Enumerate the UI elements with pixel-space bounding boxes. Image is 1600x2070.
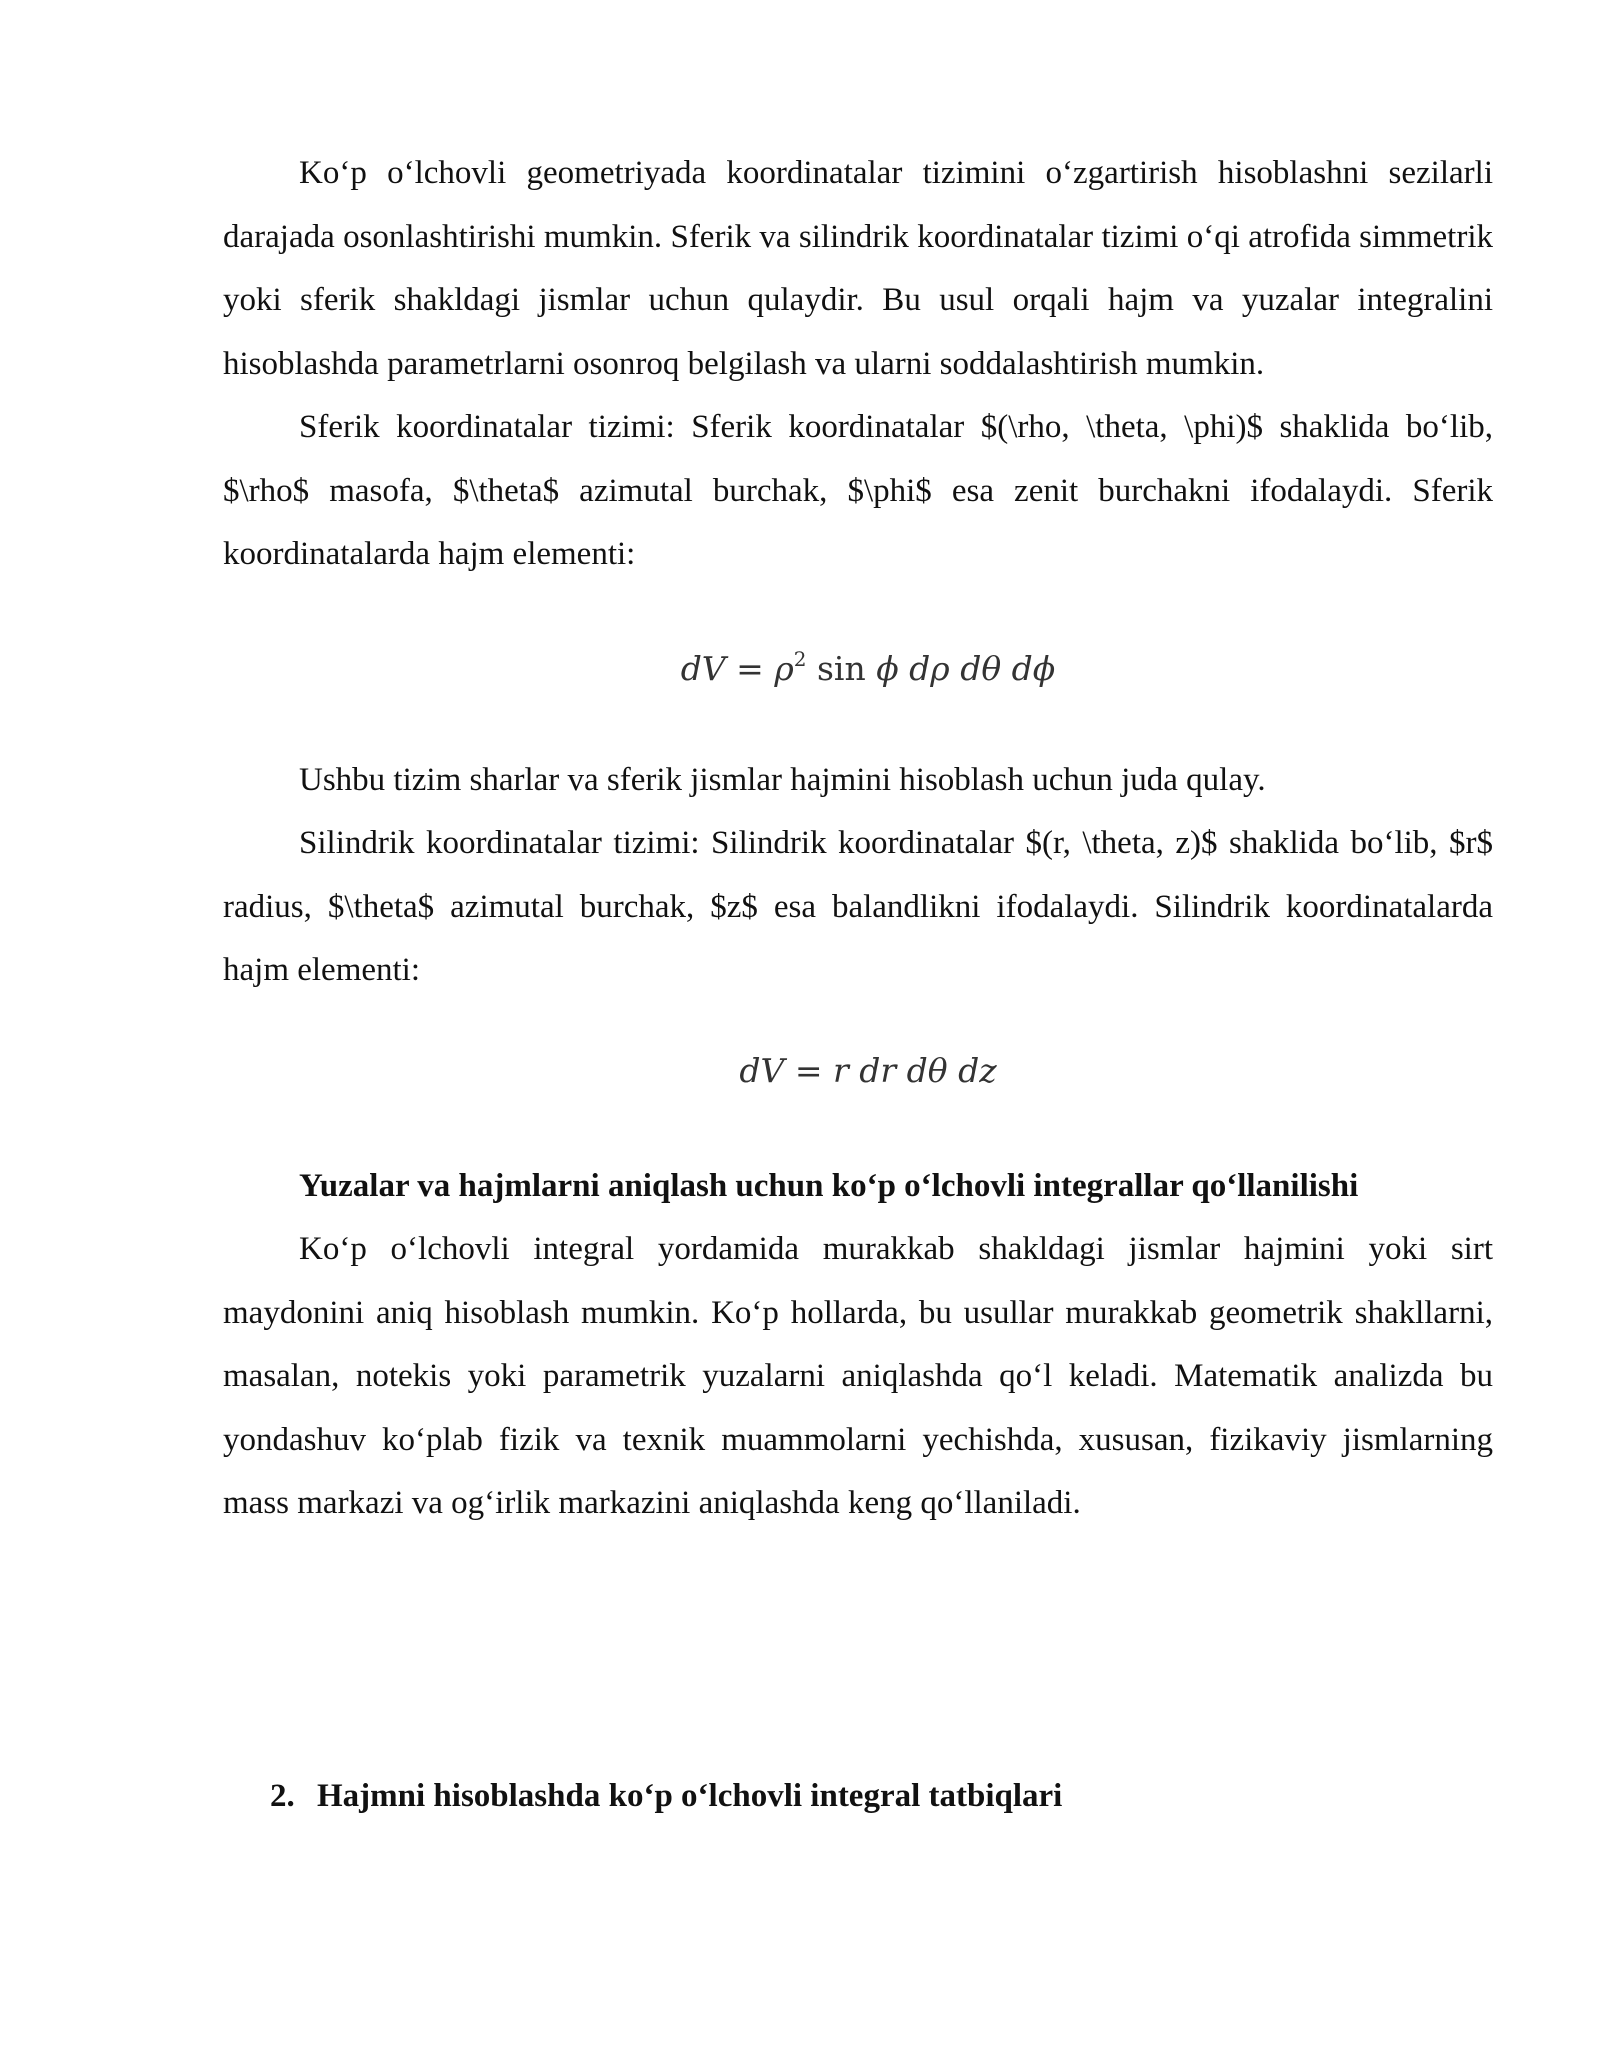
formula-differentials: r dr dθ dz bbox=[832, 1050, 997, 1090]
subheading: Yuzalar va hajmlarni aniqlash uchun ko‘p o‘lchovli integrallar qo‘llanilishi bbox=[299, 1167, 1359, 1204]
formula-spherical-volume-element bbox=[223, 587, 1493, 749]
formula-rho: ρ bbox=[774, 648, 794, 688]
formula-lhs: dV bbox=[739, 1050, 785, 1090]
paragraph-applications: Ko‘p o‘lchovli integral yordamida murakkab shakldagi jismlar hajmini yoki sirt maydonini aniq hisoblash mumkin. Ko‘p hollarda, bu usullar murakkab geometrik shakllarni, masalan, notekis yoki parametrik yuzalarni aniqlashda qo‘l keladi. Matematik analizda bu yondashuv ko‘plab fizik va texnik muammolarni yechishda, xususan, fizikaviy jismlarning mass markazi va og‘irlik markazini aniqlashda keng qo‘llaniladi. bbox=[223, 1231, 1493, 1521]
section-title: Hajmni hisoblashda ko‘p o‘lchovli integral tatbiqlari bbox=[317, 1778, 1063, 1814]
formula-equals: = bbox=[736, 648, 764, 688]
paragraph-intro: Ko‘p o‘lchovli geometriyada koordinatalar tizimini o‘zgartirish hisoblashni sezilarli darajada osonlashtirishi mumkin. Sferik va silindrik koordinatalar tizimi o‘qi atrofida simmetrik yoki sferik shakldagi jismlar uchun qulaydir. Bu usul orqali hajm va yuzalar integralini hisoblashda parametrlarni osonroq belgilash va ularni soddalashtirish mumkin. bbox=[223, 155, 1493, 382]
paragraph-spherical-note: Ushbu tizim sharlar va sferik jismlar hajmini hisoblash uchun juda qulay. bbox=[299, 761, 1266, 798]
paragraph-cylindrical-coordinates: Silindrik koordinatalar tizimi: Silindrik koordinatalar $(r, \theta, z)$ shaklida bo‘lib, $r$ radius, $\theta$ azimutal burchak, $z$ esa balandlikni ifodalaydi. Silindrik koordinatalarda hajm elementi: bbox=[223, 825, 1493, 988]
formula-cylindrical-volume-element bbox=[223, 1003, 1493, 1155]
section-heading bbox=[270, 1765, 1062, 1828]
formula-differentials: ϕ dρ dθ dϕ bbox=[876, 648, 1056, 688]
document-body bbox=[223, 142, 1493, 1536]
paragraph-spherical-coordinates: Sferik koordinatalar tizimi: Sferik koordinatalar $(\rho, \theta, \phi)$ shaklida bo‘lib, $\rho$ masofa, $\theta$ azimutal burchak, $\phi$ esa zenit burchakni ifodalaydi. Sferik koordinatalarda hajm elementi: bbox=[223, 409, 1493, 572]
formula-lhs: dV bbox=[680, 648, 726, 688]
formula-exponent: 2 bbox=[793, 646, 807, 671]
section-number: 2. bbox=[270, 1778, 295, 1814]
formula-sin: sin bbox=[816, 648, 866, 688]
formula-equals: = bbox=[794, 1050, 823, 1090]
